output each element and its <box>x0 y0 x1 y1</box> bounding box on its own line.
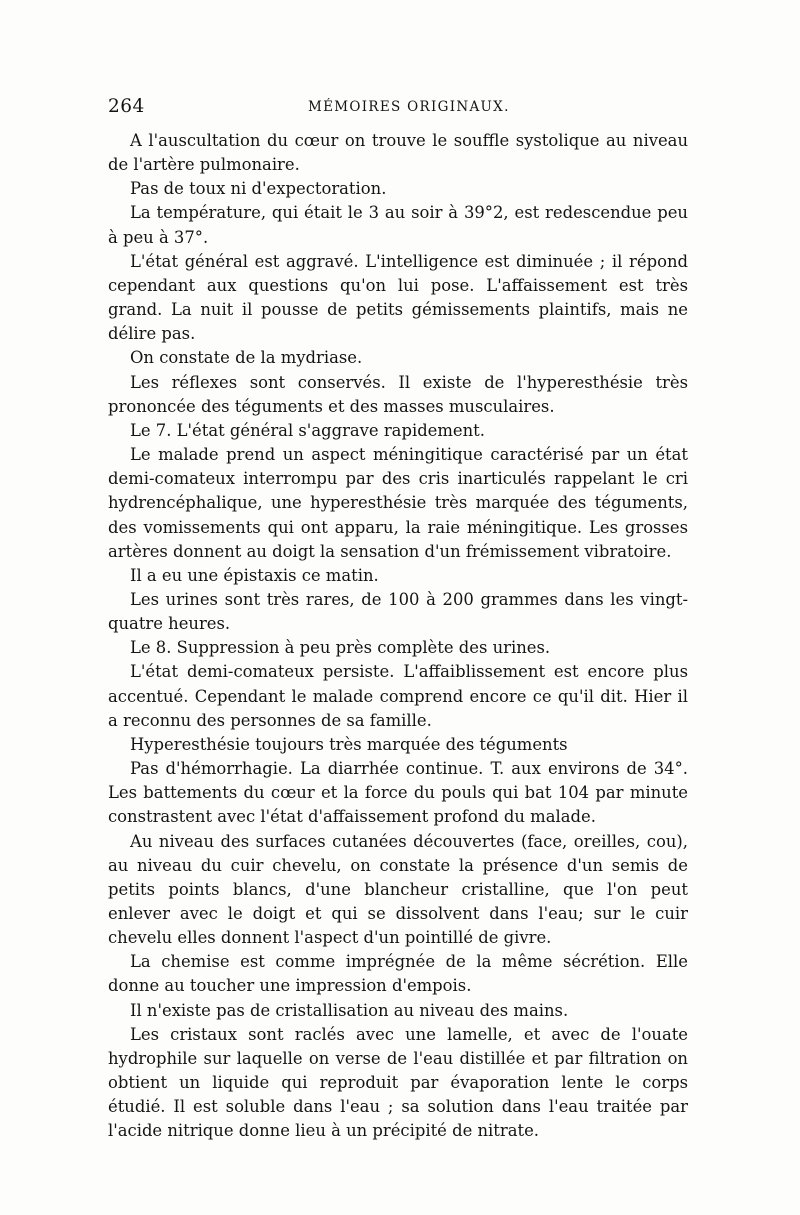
paragraph: Il a eu une épistaxis ce matin. <box>130 565 379 585</box>
paragraph: Les cristaux sont raclés avec une lamelle, et avec de l'ouate hydrophile sur laquelle on verse de l'eau distillée et par filtration on obtient un liquide qui reproduit par évaporation lente le corps étudié. Il est soluble dans l'eau ; sa solution dans l'eau traitée par l'acide nitrique donne lieu à un précipité de nitrate. <box>108 1024 688 1141</box>
paragraph: A l'auscultation du cœur on trouve le souffle systolique au niveau de l'artère pulmonaire. <box>108 131 688 175</box>
paragraph: Le malade prend un aspect méningitique caractérisé par un état demi-comateux interrompu par des cris inarticulés rappelant le cri hydrencéphalique, une hyperesthésie très marquée des téguments, des vomissements qui ont apparu, la raie méningitique. Les grosses artères donnent au doigt la sensation d'un frémissement vibratoire. <box>108 445 688 561</box>
paragraph: L'état demi-comateux persiste. L'affaiblissement est encore plus accentué. Cependant le malade comprend encore ce qu'il dit. Hier il a reconnu des personnes de sa famille. <box>108 662 688 730</box>
paragraph: Le 8. Suppression à peu près complète des urines. <box>130 638 551 658</box>
paragraph: On constate de la mydriase. <box>130 348 363 368</box>
page-number: 264 <box>108 96 145 117</box>
paragraph: Hyperesthésie toujours très marquée des téguments <box>130 734 568 754</box>
paragraph: Les réflexes sont conservés. Il existe de l'hyperesthésie très prononcée des téguments et des masses musculaires. <box>108 372 688 416</box>
paragraph: L'état général est aggravé. L'intelligence est diminuée ; il répond cependant aux questions qu'on lui pose. L'affaissement est très grand. La nuit il pousse de petits gémissements plaintifs, mais ne délire pas. <box>108 251 688 344</box>
body-text <box>108 129 688 1144</box>
paragraph: La température, qui était le 3 au soir à 39°2, est redescendue peu à peu à 37°. <box>108 203 688 247</box>
paragraph: Les urines sont très rares, de 100 à 200 grammes dans les vingt-quatre heures. <box>108 589 688 634</box>
paragraph: La chemise est comme imprégnée de la même sécrétion. Elle donne au toucher une impression d'empois. <box>108 952 688 996</box>
page-header <box>108 96 688 120</box>
paragraph: Pas de toux ni d'expectoration. <box>130 179 387 199</box>
paragraph: Il n'existe pas de cristallisation au niveau des mains. <box>130 1000 569 1020</box>
paragraph: Le 7. L'état général s'aggrave rapidement. <box>130 420 485 440</box>
paragraph: Pas d'hémorrhagie. La diarrhée continue. T. aux environs de 34°. Les battements du cœur et la force du pouls qui bat 104 par minute constrastent avec l'état d'affaissement profond du malade. <box>108 759 688 827</box>
running-head: MÉMOIRES ORIGINAUX. <box>308 99 510 115</box>
paragraph: Au niveau des surfaces cutanées découvertes (face, oreilles, cou), au niveau du cuir chevelu, on constate la présence d'un semis de petits points blancs, d'une blancheur cristalline, que l'on peut enlever avec le doigt et qui se dissolvent dans l'eau; sur le cuir chevelu elles donnent l'aspect d'un pointillé de givre. <box>108 831 688 948</box>
